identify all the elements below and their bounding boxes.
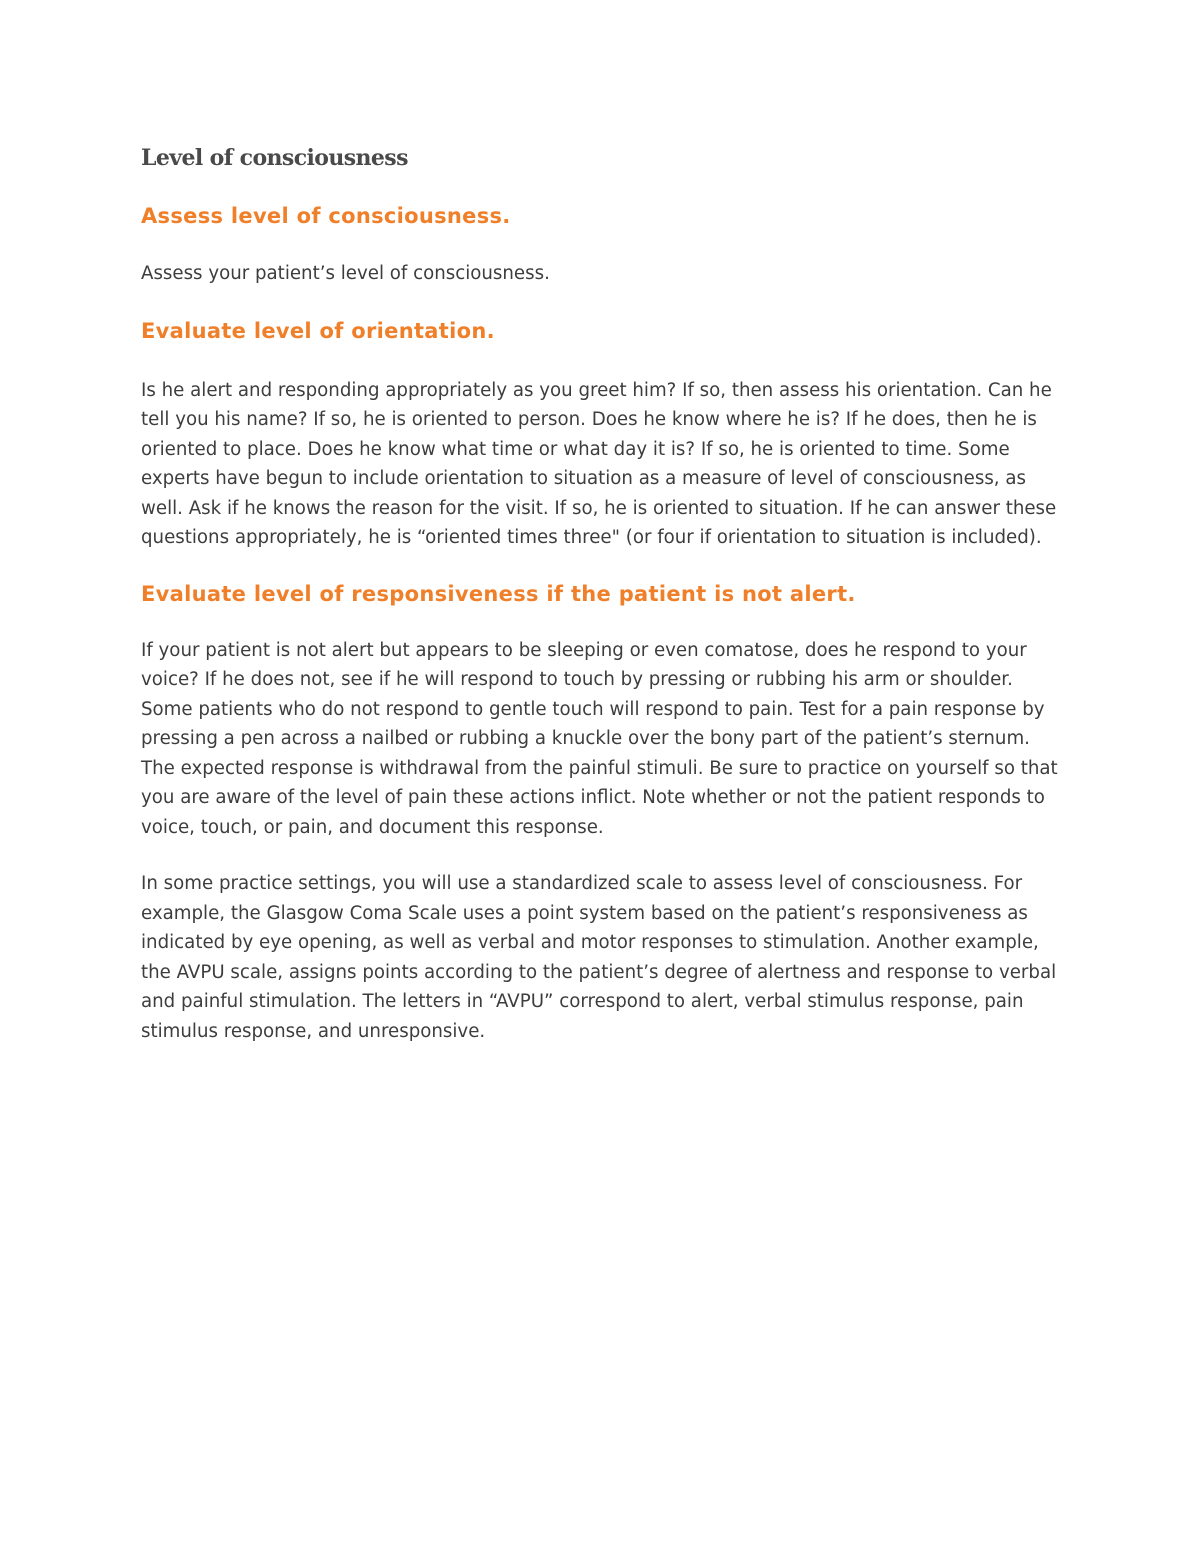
section-heading-responsiveness: Evaluate level of responsiveness if the patient is not alert.: [141, 581, 856, 606]
document-content: [141, 138, 1066, 1046]
section-paragraph-assess: Assess your patient’s level of consciousness.: [141, 263, 550, 284]
document-title: Level of consciousness: [141, 145, 408, 171]
section-heading-orientation: Evaluate level of orientation.: [141, 318, 495, 343]
section-paragraph-responsiveness: If your patient is not alert but appears to be sleeping or even comatose, does he respond to your voice? If he does not, see if he will respond to touch by pressing or rubbing his arm or shoulder. Some patients who do not respond to gentle touch will respond to pain. Test for a pain response by pressing a pen across a nailbed or rubbing a knuckle over the bony part of the patient’s sternum. The expected response is withdrawal from the painful stimuli. Be sure to practice on yourself so that you are aware of the level of pain these actions inflict. Note whether or not the patient responds to voice, touch, or pain, and document this response.: [141, 639, 1058, 838]
section-heading-assess: Assess level of consciousness.: [141, 204, 511, 228]
section-paragraph-orientation: Is he alert and responding appropriately as you greet him? If so, then assess his orientation. Can he tell you his name? If so, he is oriented to person. Does he know where he is? If he does, then he is oriented to place. Does he know what time or what day it is? If so, he is oriented to time. Some experts have begun to include orientation to situation as a measure of level of consciousness, as well. Ask if he knows the reason for the visit. If so, he is oriented to situation. If he can answer these questions appropriately, he is “oriented times three" (or four if orientation to situation is included).: [141, 379, 1057, 548]
section-paragraph-scales: In some practice settings, you will use a standardized scale to assess level of consciousness. For example, the Glasgow Coma Scale uses a point system based on the patient’s responsiveness as indicated by eye opening, as well as verbal and motor responses to stimulation. Another example, the AVPU scale, assigns points according to the patient’s degree of alertness and response to verbal and painful stimulation. The letters in “AVPU” correspond to alert, verbal stimulus response, pain stimulus response, and unresponsive.: [141, 873, 1057, 1042]
